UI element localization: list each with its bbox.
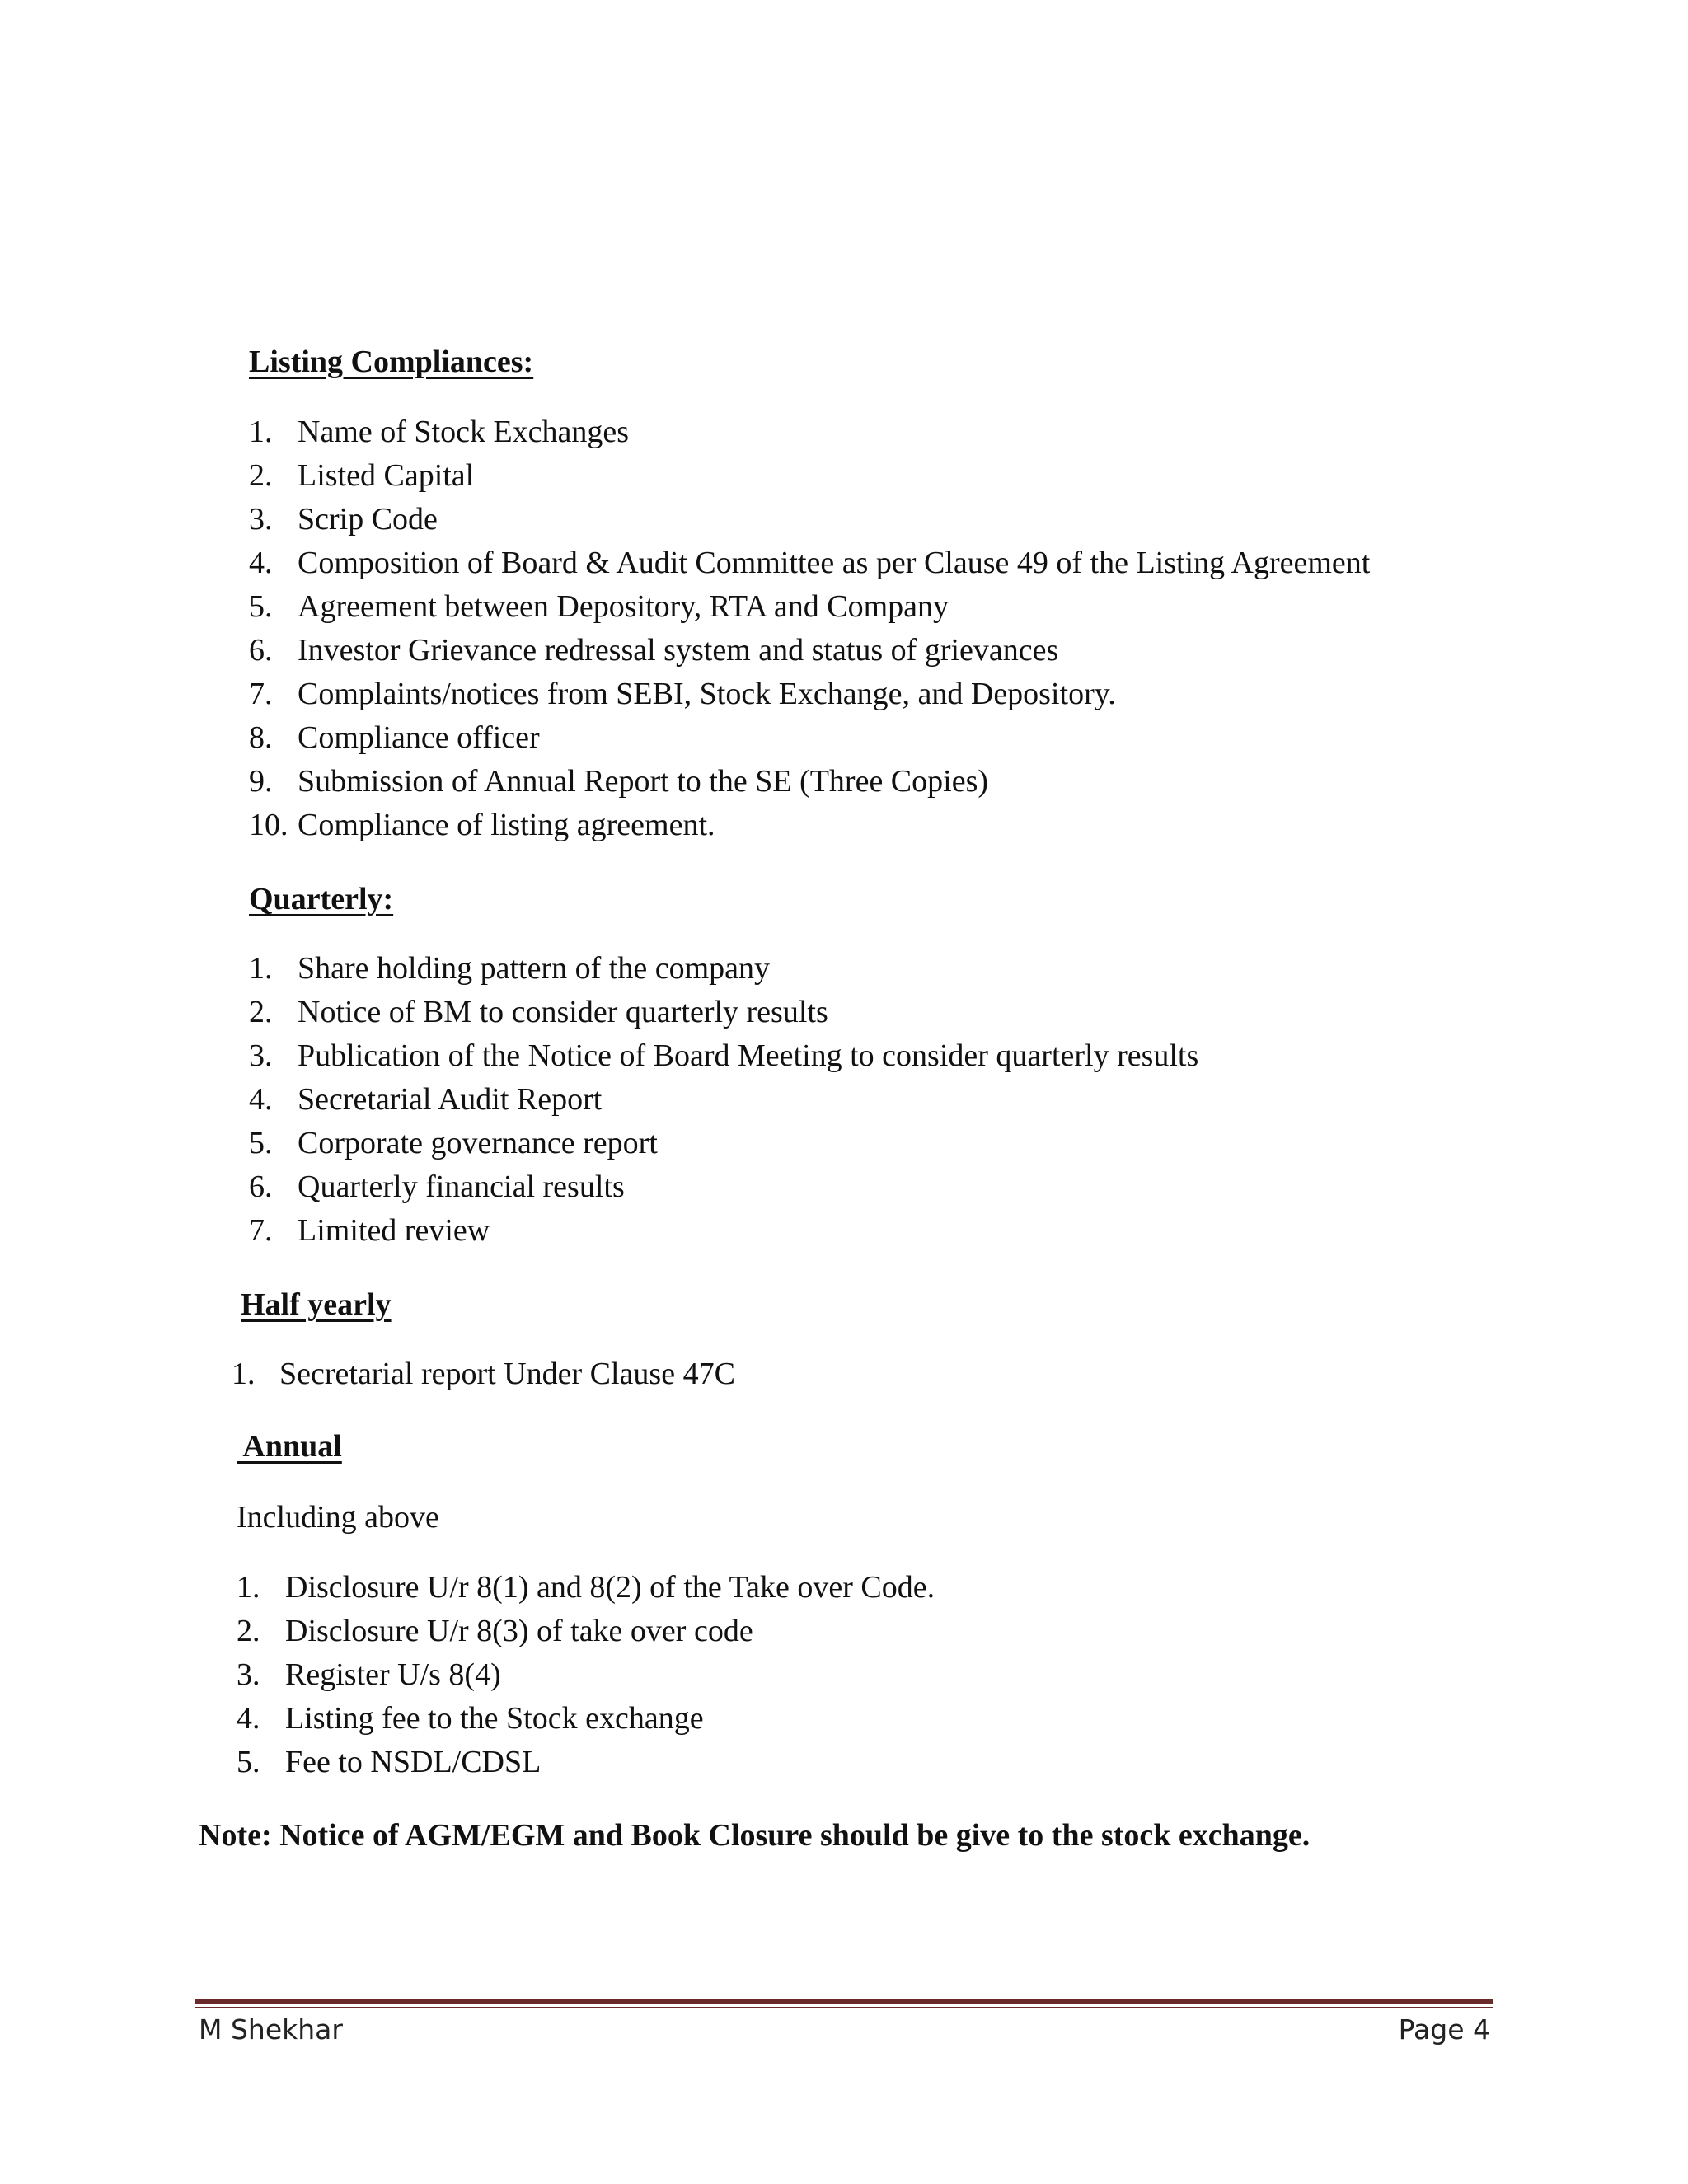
footer-divider-thin xyxy=(195,2007,1493,2008)
list-item-text: Secretarial report Under Clause 47C xyxy=(279,1357,735,1391)
list-item xyxy=(249,1034,1485,1078)
list-item-number: 2. xyxy=(249,458,273,493)
list-item-number: 1. xyxy=(249,415,273,449)
list-item-text: Name of Stock Exchanges xyxy=(298,415,630,449)
half-yearly-heading: Half yearly xyxy=(241,1287,392,1322)
list-item-text: Complaints/notices from SEBI, Stock Exchange, and Depository. xyxy=(298,677,1116,711)
list-item-number: 4. xyxy=(249,546,273,580)
quarterly-list xyxy=(249,947,1485,1253)
list-item-number: 3. xyxy=(237,1657,260,1692)
half-yearly-list xyxy=(232,1352,1468,1396)
list-item xyxy=(237,1653,1473,1697)
list-item-text: Corporate governance report xyxy=(298,1126,658,1160)
list-item-number: 10. xyxy=(249,808,288,842)
list-item-number: 4. xyxy=(249,1082,273,1117)
list-item-text: Disclosure U/r 8(3) of take over code xyxy=(285,1614,753,1648)
list-item-text: Publication of the Notice of Board Meeting to consider quarterly results xyxy=(298,1038,1199,1073)
list-item xyxy=(249,673,1485,716)
list-item xyxy=(249,498,1485,541)
list-item-text: Investor Grievance redressal system and status of grievances xyxy=(298,633,1059,668)
list-item xyxy=(249,585,1485,629)
list-item-text: Quarterly financial results xyxy=(298,1169,625,1204)
list-item-number: 1. xyxy=(232,1357,256,1391)
list-item-text: Submission of Annual Report to the SE (Three Copies) xyxy=(298,764,989,799)
quarterly-heading: Quarterly: xyxy=(249,882,394,916)
list-item-number: 2. xyxy=(237,1614,260,1648)
list-item-text: Compliance of listing agreement. xyxy=(298,808,715,842)
list-item-text: Disclosure U/r 8(1) and 8(2) of the Take over Code. xyxy=(285,1570,935,1605)
list-item-number: 5. xyxy=(249,589,273,624)
list-item xyxy=(249,1165,1485,1209)
list-item xyxy=(249,947,1485,991)
list-item-number: 2. xyxy=(249,995,273,1029)
list-item-number: 6. xyxy=(249,1169,273,1204)
list-item xyxy=(249,410,1485,454)
list-item-number: 7. xyxy=(249,677,273,711)
list-item-text: Limited review xyxy=(298,1213,490,1248)
list-item-number: 5. xyxy=(249,1126,273,1160)
list-item-text: Scrip Code xyxy=(298,502,438,537)
list-item-number: 4. xyxy=(237,1701,260,1736)
annual-heading: Annual xyxy=(237,1429,342,1464)
list-item-number: 3. xyxy=(249,502,273,537)
list-item-number: 3. xyxy=(249,1038,273,1073)
list-item xyxy=(249,541,1485,585)
list-item-number: 5. xyxy=(237,1745,260,1779)
list-item xyxy=(249,760,1485,804)
annual-intro-text: Including above xyxy=(237,1500,439,1535)
list-item-text: Secretarial Audit Report xyxy=(298,1082,603,1117)
list-item xyxy=(249,629,1485,673)
list-item xyxy=(249,1078,1485,1122)
list-item-text: Listing fee to the Stock exchange xyxy=(285,1701,704,1736)
list-item-number: 1. xyxy=(249,951,273,986)
list-item-text: Share holding pattern of the company xyxy=(298,951,771,986)
list-item-text: Register U/s 8(4) xyxy=(285,1657,501,1692)
footer-divider xyxy=(195,1999,1493,2004)
closing-note: Note: Notice of AGM/EGM and Book Closure should be give to the stock exchange. xyxy=(199,1818,1311,1853)
list-item-number: 7. xyxy=(249,1213,273,1248)
listing-compliances-list xyxy=(249,410,1485,847)
list-item xyxy=(237,1697,1473,1741)
list-item xyxy=(249,991,1485,1034)
list-item-number: 1. xyxy=(237,1570,260,1605)
list-item-text: Listed Capital xyxy=(298,458,475,493)
listing-compliances-heading: Listing Compliances: xyxy=(249,344,534,379)
list-item xyxy=(237,1566,1473,1610)
footer-author: M Shekhar xyxy=(199,2013,343,2046)
list-item-number: 8. xyxy=(249,720,273,755)
list-item xyxy=(249,454,1485,498)
list-item-text: Fee to NSDL/CDSL xyxy=(285,1745,542,1779)
list-item xyxy=(249,716,1485,760)
list-item xyxy=(232,1352,1468,1396)
list-item xyxy=(249,1209,1485,1253)
list-item-text: Agreement between Depository, RTA and Company xyxy=(298,589,950,624)
list-item xyxy=(237,1741,1473,1784)
list-item xyxy=(249,804,1485,847)
list-item-text: Notice of BM to consider quarterly results xyxy=(298,995,828,1029)
footer-page-number: Page 4 xyxy=(1398,2013,1490,2046)
list-item-number: 9. xyxy=(249,764,273,799)
list-item xyxy=(237,1610,1473,1653)
list-item-number: 6. xyxy=(249,633,273,668)
list-item-text: Composition of Board & Audit Committee as per Clause 49 of the Listing Agreement xyxy=(298,546,1371,580)
list-item-text: Compliance officer xyxy=(298,720,540,755)
annual-list xyxy=(237,1566,1473,1784)
list-item xyxy=(249,1122,1485,1165)
